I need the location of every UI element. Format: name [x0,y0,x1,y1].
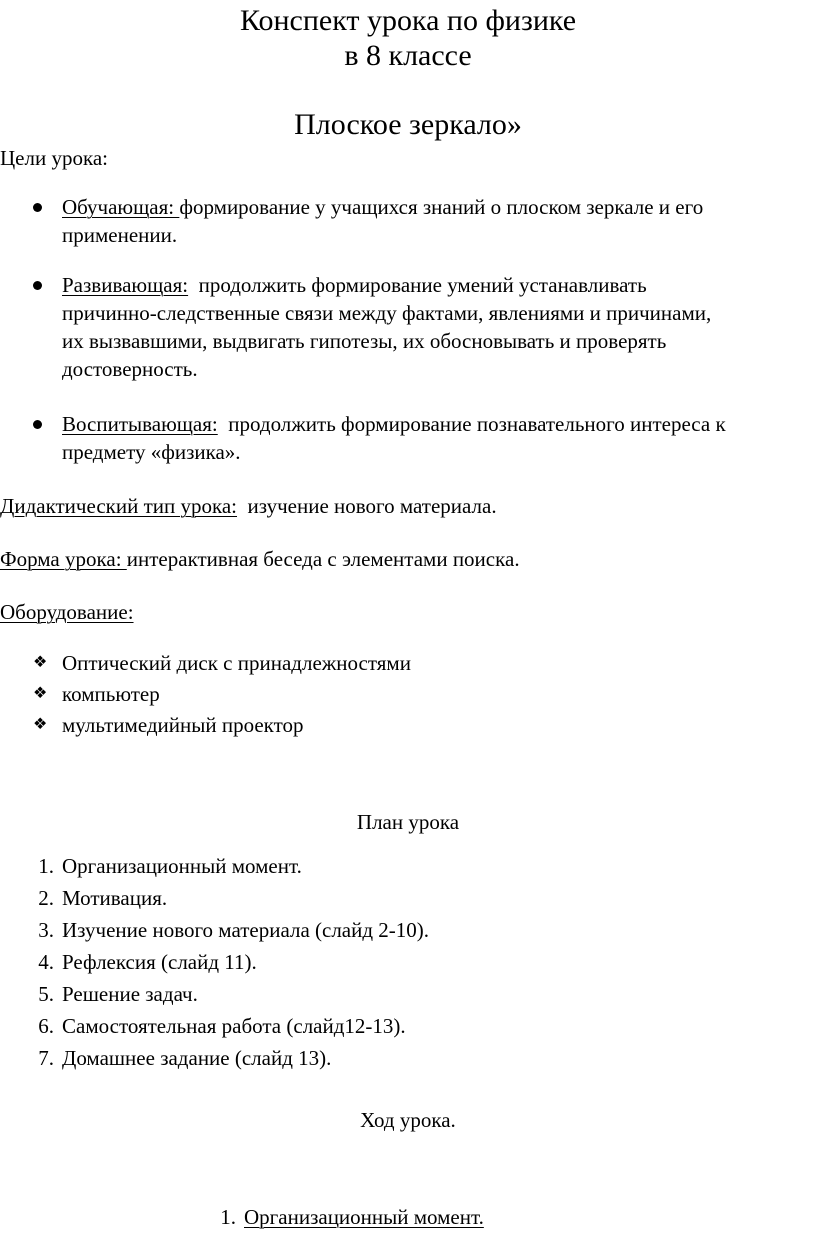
course-step-number: 1. [220,1205,236,1229]
didactic-type [0,492,497,520]
didactic-type-label: Дидактический тип урока: [0,494,238,518]
goal-text-line: продолжить формирование познавательного интереса к [228,412,726,436]
goal-label: Развивающая: [62,273,189,297]
goal-text-line: их вызвавшими, выдвигать гипотезы, их обосновывать и проверять [62,329,667,353]
lesson-topic: Плоское зеркало» [294,108,522,141]
plan-item-text: Решение задач. [62,982,198,1006]
plan-item-text: Мотивация. [62,886,168,910]
document-subtitle: в 8 классе [344,39,472,72]
course-heading: Ход урока. [360,1108,456,1132]
plan-item-number: 5. [38,982,54,1006]
lesson-form-label: Форма урока: [0,547,127,571]
plan-item-number: 3. [38,918,54,942]
diamond-bullet-icon: ❖ [33,654,48,671]
goal-text-line: применении. [62,223,178,247]
bullet-dot-icon [33,420,42,429]
document-title: Конспект урока по физике [239,4,577,37]
lesson-form-value: интерактивная беседа с элементами поиска. [126,547,520,571]
lesson-form [0,545,520,573]
diamond-bullet-icon: ❖ [33,685,48,702]
course-step-text: Организационный момент. [244,1205,484,1229]
plan-item-text: Организационный момент. [62,854,302,878]
goal-text-line: причинно-следственные связи между фактами, явлениями и причинами, [62,301,712,325]
plan-item-number: 1. [38,854,54,878]
goal-text-line: продолжить формирование умений устанавливать [198,273,647,297]
plan-item-number: 6. [38,1014,54,1038]
didactic-type-value: изучение нового материала. [247,494,497,518]
goal-text-line: предмету «физика». [62,440,241,464]
plan-heading: План урока [356,810,460,834]
goal-text-line: формирование у учащихся знаний о плоском зеркале и его [179,195,704,219]
diamond-bullet-icon: ❖ [33,716,48,733]
equipment-heading: Оборудование: [0,600,134,624]
plan-item-number: 7. [38,1046,54,1070]
goals-heading: Цели урока: [0,146,108,170]
plan-item-number: 4. [38,950,54,974]
goal-text-line: достоверность. [62,357,198,381]
plan-item-text: Рефлексия (слайд 11). [62,950,257,974]
bullet-dot-icon [33,281,42,290]
goal-label: Обучающая: [62,195,180,219]
plan-item-text: Самостоятельная работа (слайд12-13). [62,1014,406,1038]
plan-item-text: Изучение нового материала (слайд 2-10). [62,918,430,942]
plan-item-number: 2. [38,886,54,910]
goal-label: Воспитывающая: [62,412,218,436]
bullet-dot-icon [33,203,42,212]
plan-item-text: Домашнее задание (слайд 13). [62,1046,332,1070]
